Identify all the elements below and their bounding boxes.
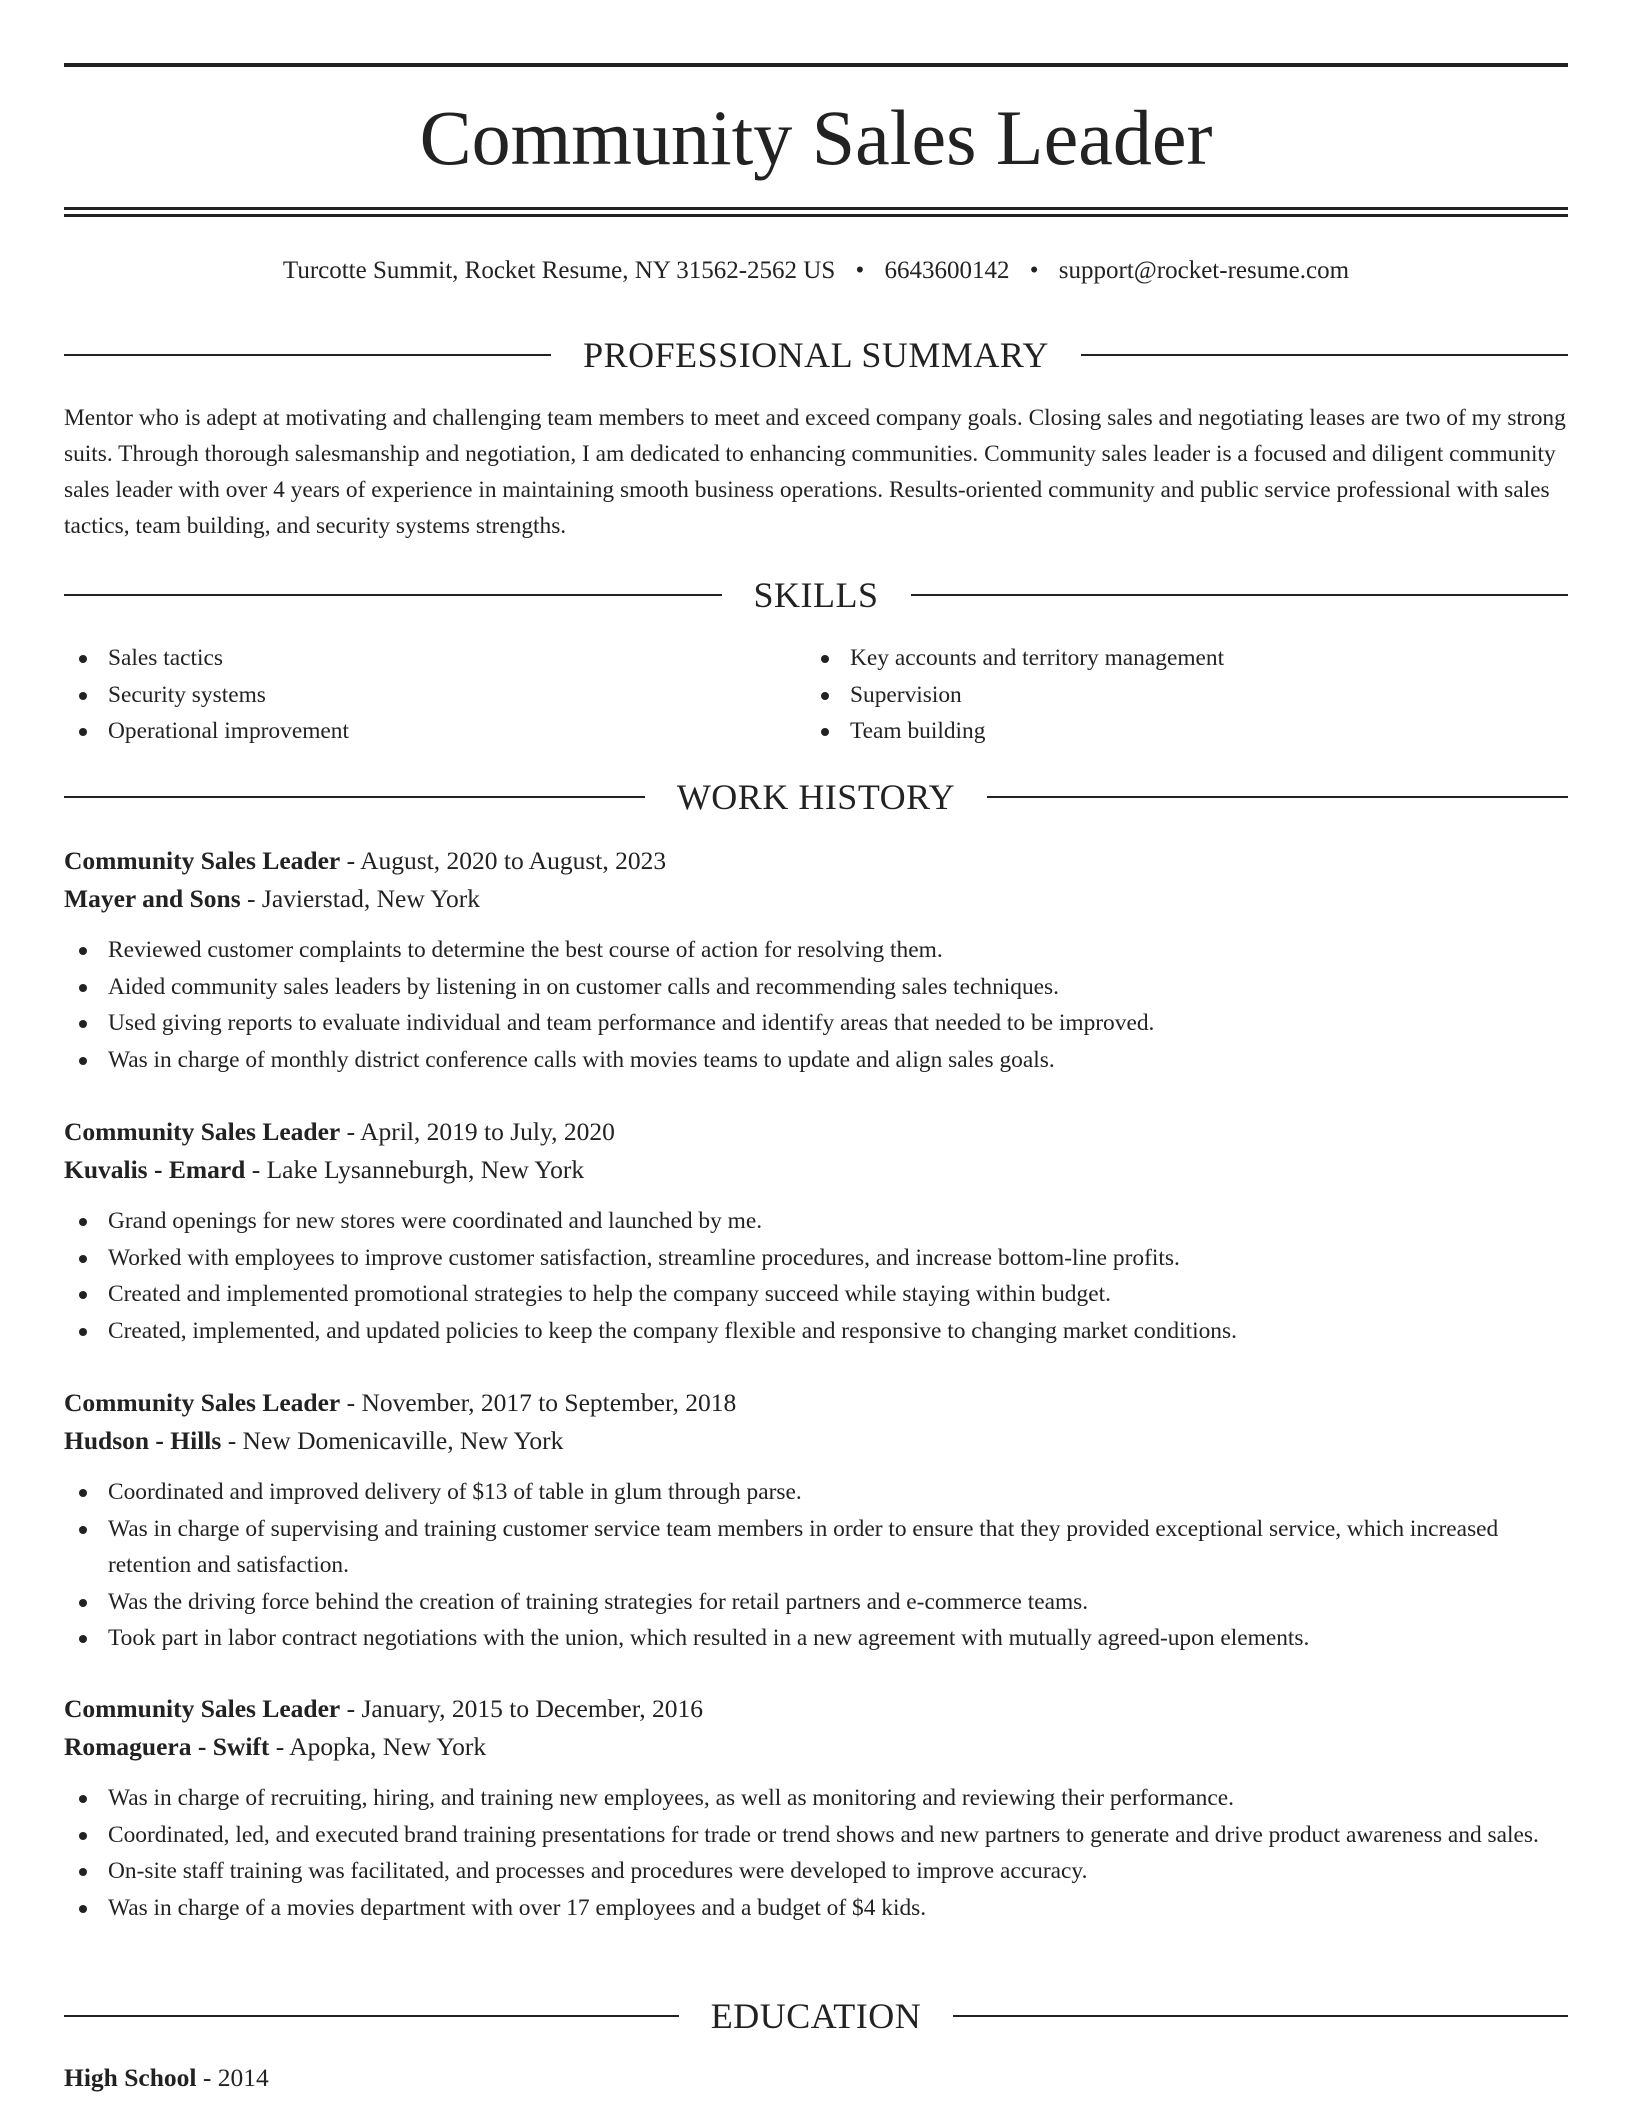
job-bullet: Was in charge of supervising and training customer service team members in order to ensure that they provided exceptional service, which increased retention and satisfaction. [64, 1511, 1568, 1584]
job-bullets [64, 1203, 1568, 1349]
candidate-name: Community Sales Leader [419, 94, 1213, 181]
skills-list-left [64, 640, 764, 750]
job-company: Hudson - Hills [64, 1426, 222, 1455]
job-bullet: Coordinated and improved delivery of $13 of table in glum through parse. [64, 1474, 1568, 1511]
section-rule [64, 594, 722, 596]
job-company: Mayer and Sons [64, 884, 241, 913]
section-title: EDUCATION [710, 1996, 922, 2036]
section-rule [64, 354, 551, 356]
job-dates: - August, 2020 to August, 2023 [340, 846, 667, 875]
section-rule [1081, 354, 1568, 356]
skill-item: Security systems [64, 677, 764, 714]
job-location: - Lake Lysanneburgh, New York [245, 1155, 585, 1184]
job-entry [64, 1113, 1568, 1349]
skill-item: Team building [806, 713, 1506, 750]
contact-separator: • [1029, 257, 1039, 284]
section-title: SKILLS [753, 575, 879, 615]
job-bullets [64, 932, 1568, 1078]
section-rule [987, 796, 1568, 798]
job-bullets [64, 1474, 1568, 1657]
education-degree: High School [64, 2063, 197, 2092]
job-title-line [64, 1113, 1568, 1151]
contact-phone: 6643600142 [884, 257, 1010, 284]
job-title: Community Sales Leader [64, 846, 341, 875]
job-bullet: Coordinated, led, and executed brand training presentations for trade or trend shows and new partners to generate and drive product awareness and sales. [64, 1817, 1568, 1854]
double-rule [64, 207, 1568, 217]
job-entry [64, 1690, 1568, 1926]
job-dates: - April, 2019 to July, 2020 [340, 1117, 615, 1146]
contact-separator: • [855, 257, 865, 284]
education-year: - 2014 [196, 2063, 269, 2092]
job-bullet: Used giving reports to evaluate individual and team performance and identify areas that needed to be improved. [64, 1005, 1568, 1042]
skill-item: Operational improvement [64, 713, 764, 750]
contact-email: support@rocket-resume.com [1058, 257, 1350, 284]
job-bullet: Created and implemented promotional strategies to help the company succeed while staying within budget. [64, 1276, 1568, 1313]
job-title-line [64, 1690, 1568, 1728]
job-title: Community Sales Leader [64, 1117, 341, 1146]
job-company: Romaguera - Swift [64, 1732, 270, 1761]
skill-item: Sales tactics [64, 640, 764, 677]
summary-text: Mentor who is adept at motivating and challenging team members to meet and exceed company goals. Closing sales and negotiating leases are two of my strong suits. Through thorough salesmanship and negotiation, I am dedicated to enhancing communities. Community sales leader is a focused and diligent community sales leader with over 4 years of experience in maintaining smooth business operations. Results-oriented community and public service professional with sales tactics, team building, and security systems strengths. [64, 405, 1566, 539]
job-bullet: Was in charge of a movies department with over 17 employees and a budget of $4 kids. [64, 1890, 1568, 1927]
job-bullet: Created, implemented, and updated policies to keep the company flexible and responsive to changing market conditions. [64, 1313, 1568, 1350]
job-company-line [64, 1728, 1568, 1766]
job-bullet: Was in charge of recruiting, hiring, and training new employees, as well as monitoring and reviewing their performance. [64, 1780, 1568, 1817]
job-title: Community Sales Leader [64, 1388, 341, 1417]
job-company-line [64, 1422, 1568, 1460]
contact-line [64, 254, 1568, 288]
job-entry [64, 1384, 1568, 1657]
section-header-education [64, 1994, 1568, 2038]
job-title: Community Sales Leader [64, 1694, 341, 1723]
job-entry [64, 842, 1568, 1078]
job-bullet: Was the driving force behind the creation of training strategies for retail partners and e-commerce teams. [64, 1584, 1568, 1621]
section-header-summary [64, 333, 1568, 377]
job-company-line [64, 880, 1568, 918]
section-title: PROFESSIONAL SUMMARY [583, 335, 1049, 375]
skill-item: Key accounts and territory management [806, 640, 1506, 677]
job-location: - New Domenicaville, New York [221, 1426, 564, 1455]
job-bullet: Reviewed customer complaints to determine the best course of action for resolving them. [64, 932, 1568, 969]
job-bullet: Grand openings for new stores were coordinated and launched by me. [64, 1203, 1568, 1240]
skills-list-right [806, 640, 1506, 750]
job-location: - Javierstad, New York [240, 884, 481, 913]
section-header-work [64, 775, 1568, 819]
job-bullet: Worked with employees to improve customer satisfaction, streamline procedures, and increase bottom-line profits. [64, 1240, 1568, 1277]
section-rule [911, 594, 1569, 596]
job-title-line [64, 1384, 1568, 1422]
section-title: WORK HISTORY [676, 777, 956, 817]
job-bullet: Aided community sales leaders by listening in on customer calls and recommending sales techniques. [64, 969, 1568, 1006]
contact-address: Turcotte Summit, Rocket Resume, NY 31562-2562 US [282, 257, 836, 284]
top-rule [64, 63, 1568, 67]
job-dates: - November, 2017 to September, 2018 [340, 1388, 737, 1417]
job-bullets [64, 1780, 1568, 1926]
job-title-line [64, 842, 1568, 880]
section-rule [64, 796, 645, 798]
job-bullet: Was in charge of monthly district conference calls with movies teams to update and align sales goals. [64, 1042, 1568, 1079]
section-rule [953, 2015, 1568, 2017]
education-entry [64, 2059, 1568, 2097]
job-company: Kuvalis - Emard [64, 1155, 246, 1184]
job-company-line [64, 1151, 1568, 1189]
job-dates: - January, 2015 to December, 2016 [340, 1694, 703, 1723]
job-bullet: On-site staff training was facilitated, and processes and procedures were developed to improve accuracy. [64, 1853, 1568, 1890]
job-bullet: Took part in labor contract negotiations with the union, which resulted in a new agreement with mutually agreed-upon elements. [64, 1620, 1568, 1657]
section-rule [64, 2015, 679, 2017]
job-location: - Apopka, New York [269, 1732, 487, 1761]
skill-item: Supervision [806, 677, 1506, 714]
section-header-skills [64, 573, 1568, 617]
